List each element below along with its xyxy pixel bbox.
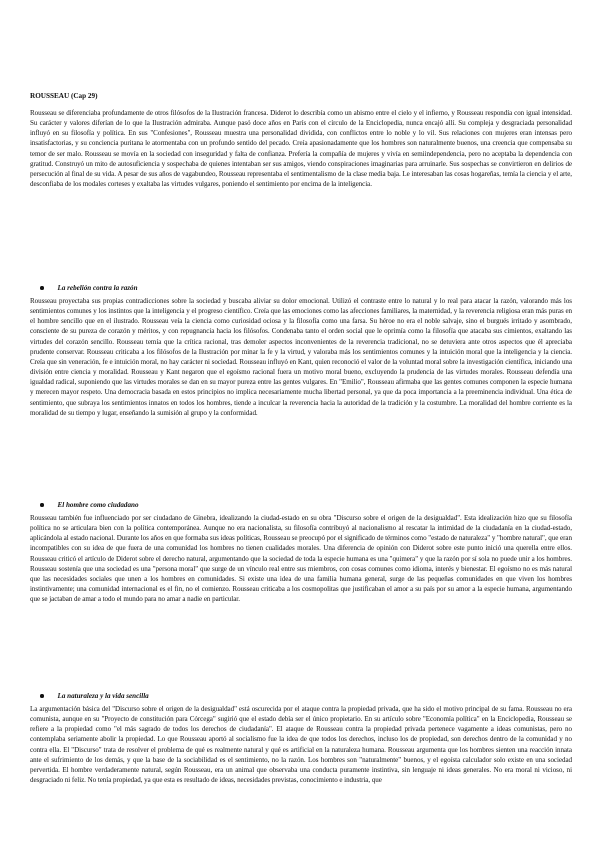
bullet-icon	[40, 503, 44, 507]
section-heading-text: El hombre como ciudadano	[57, 501, 139, 509]
section-paragraph: Rousseau proyectaba sus propias contradicciones sobre la sociedad y buscaba aliviar su dolor emocional. Utilizó el contraste entre lo natural y lo real para atacar la razón, valorando más los sentimientos comunes y los instintos que la inteligencia y el progreso científico. Creía que las emociones como las afecciones familiares, la maternidad, y la reverencia religiosa eran más puras en el hombre sencillo que en el ilustrado. Rousseau veía la ciencia como curiosidad ociosa y la filosofía como una farsa. Su héroe no era el noble salvaje, sino el burgués irritado y asombrado, consciente de su pureza de corazón y méritos, y con repugnancia hacia los filósofos. Condenaba tanto el orden social que le oprimía como la filosofía que atacaba sus cimientos, exaltando las virtudes del corazón sencillo. Rousseau temía que la crítica racional, tras demoler aspectos inconvenientes de la reverencia tradicional, no se detuviera ante otros aspectos que él apreciaba prudente conservar. Rousseau criticaba a los filósofos de la Ilustración por minar la fe y la virtud, y valoraba más los sentimientos comunes y la intuición moral que la inteligencia y la ciencia. Creía que sin veneración, fe e intuición moral, no hay carácter ni sociedad. Rousseau influyó en Kant, quien reconoció el valor de la voluntad moral sobre la investigación científica, iniciando una división entre ciencia y moralidad. Rousseau y Kant negaron que el egoísmo racional fuera un motivo moral bueno, excluyendo la prudencia de las virtudes morales. Rousseau defendía una igualdad radical, suponiendo que las virtudes morales se dan en su mayor pureza entre las gentes vulgares. En "Emilio", Rousseau afirmaba que las gentes comunes componen la especie humana y merecen mayor respeto. Una democracia basada en estos principios no implica necesariamente mucha libertad personal, ya que da poca importancia a la preeminencia individual. Una ética de sentimiento, que subraya los sentimientos innatos en todos los hombres, tiende a inculcar la reverencia hacia la autoridad de la tradición y la costumbre. La moralidad del hombre corriente es la moralidad de su tiempo y lugar, enseñando la sumisión al grupo y la conformidad.	[30, 297, 572, 417]
section-heading	[30, 500, 572, 510]
section-heading-text: La rebelión contra la razón	[57, 284, 138, 292]
section-heading-text: La naturaleza y la vida sencilla	[57, 692, 149, 700]
bullet-icon	[40, 694, 44, 698]
document-title: ROUSSEAU (Cap 29)	[30, 92, 98, 100]
section-rebelion	[30, 283, 572, 418]
section-paragraph: Rousseau también fue influenciado por ser ciudadano de Ginebra, idealizando la ciudad-estado en su obra "Discurso sobre el origen de la desigualdad". Esta idealización hizo que su filosofía política no se articulara bien con la política contemporánea. Aunque no era nacionalista, su filosofía contribuyó al nacionalismo al rescatar la intimidad de la ciudadanía en la ciudad-estado, aplicándola al estado nacional. Durante los años en que formaba sus ideas políticas, Rousseau se preocupó por el significado de términos como "estado de naturaleza" y "hombre natural", que eran incompatibles con su idea de que fuera de una comunidad los hombres no tienen cualidades morales. Una diferencia de opinión con Diderot sobre este punto inició una querella entre ellos. Rousseau criticó el artículo de Diderot sobre el derecho natural, argumentando que la sociedad de toda la especie humana es una "quimera" y que la razón por sí sola no puede unir a los hombres. Rousseau sostenía que una sociedad es una "persona moral" que surge de un vínculo real entre sus miembros, con cosas comunes como idioma, interés y bienestar. El egoísmo no es más natural que las necesidades sociales que unen a los hombres en comunidades. Si existe una idea de una familia humana general, surge de las pequeñas comunidades en que viven los hombres instintivamente; una comunidad internacional es el fin, no el comienzo. Rousseau criticaba a los cosmopolitas que justificaban el amor a su país por su amor a la especie humana, argumentando que se jactaban de amar a todo el mundo para no amar a nadie en particular.	[30, 514, 572, 604]
section-naturaleza	[30, 691, 572, 785]
section-heading	[30, 691, 572, 701]
section-ciudadano	[30, 500, 572, 604]
section-heading	[30, 283, 572, 293]
bullet-icon	[40, 286, 44, 290]
intro-block	[30, 108, 572, 189]
intro-paragraph: Rousseau se diferenciaba profundamente de otros filósofos de la Ilustración francesa. Diderot lo describía como un abismo entre el cielo y el infierno, y Rousseau respondía con igual intensidad. Su carácter y valores diferían de lo que la Ilustración admiraba. Aunque pasó doce años en París con el círculo de la Enciclopedia, nunca encajó allí. Su compleja y desgraciada personalidad influyó en su filosofía y política. En sus "Confesiones", Rousseau muestra una personalidad dividida, con conflictos entre lo noble y lo vil. Sus relaciones con mujeres eran intensas pero insatisfactorias, y su conciencia puritana le atormentaba con un profundo sentido del pecado. Creía apasionadamente que los hombres son naturalmente buenos, una creencia que compensaba su temor de ser malo. Rousseau se movía en la sociedad con inseguridad y falta de confianza. Prefería la compañía de mujeres y vivía en semiindependencia, pero no aceptaba la dependencia con gratitud. Construyó un mito de autosuficiencia y sospechaba de quienes intentaban ser sus amigos, viendo conspiraciones imaginarias para arruinarle. Sus sospechas se convirtieron en delirios de persecución al final de su vida. A pesar de sus años de vagabundeo, Rousseau representaba el sentimentalismo de la clase media baja. Le interesaban las cosas hogareñas, temía la ciencia y el arte, desconfiaba de los modales corteses y exaltaba las virtudes vulgares, poniendo el sentimiento por encima de la inteligencia.	[30, 109, 572, 189]
section-paragraph: La argumentación básica del "Discurso sobre el origen de la desigualdad" está oscurecida por el ataque contra la propiedad privada, que ha sido el motivo principal de su fama. Rousseau no era comunista, aunque en su "Proyecto de constitución para Córcega" sugirió que el estado debía ser el único propietario. En su artículo sobre "Economía política" en la Enciclopedia, Rousseau se refiere a la propiedad como "el más sagrado de todos los derechos de ciudadanía". El ataque de Rousseau contra la propiedad privada pertenece vagamente a ideas comunistas, pero no contemplaba seriamente abolir la propiedad. Lo que Rousseau aportó al socialismo fue la idea de que todos los derechos, incluso los de propiedad, son derechos dentro de la comunidad y no contra ella. El "Discurso" trata de resolver el problema de qué es realmente natural y qué es artificial en la naturaleza humana. Rousseau argumenta que los hombres sienten una reacción innata ante el sufrimiento de los demás, y que la base de la sociabilidad es el sentimiento, no la razón. Los hombres son "naturalmente" buenos, y el egoísta calculador solo existe en una sociedad pervertida. El hombre verdaderamente natural, según Rousseau, era un animal que observaba una conducta puramente instintiva, sin lenguaje ni ideas generales. No era moral ni vicioso, ni desgraciado ni feliz. No tenía propiedad, ya que esta es resultado de ideas, necesidades previstas, conocimiento e industria, que	[30, 705, 572, 785]
